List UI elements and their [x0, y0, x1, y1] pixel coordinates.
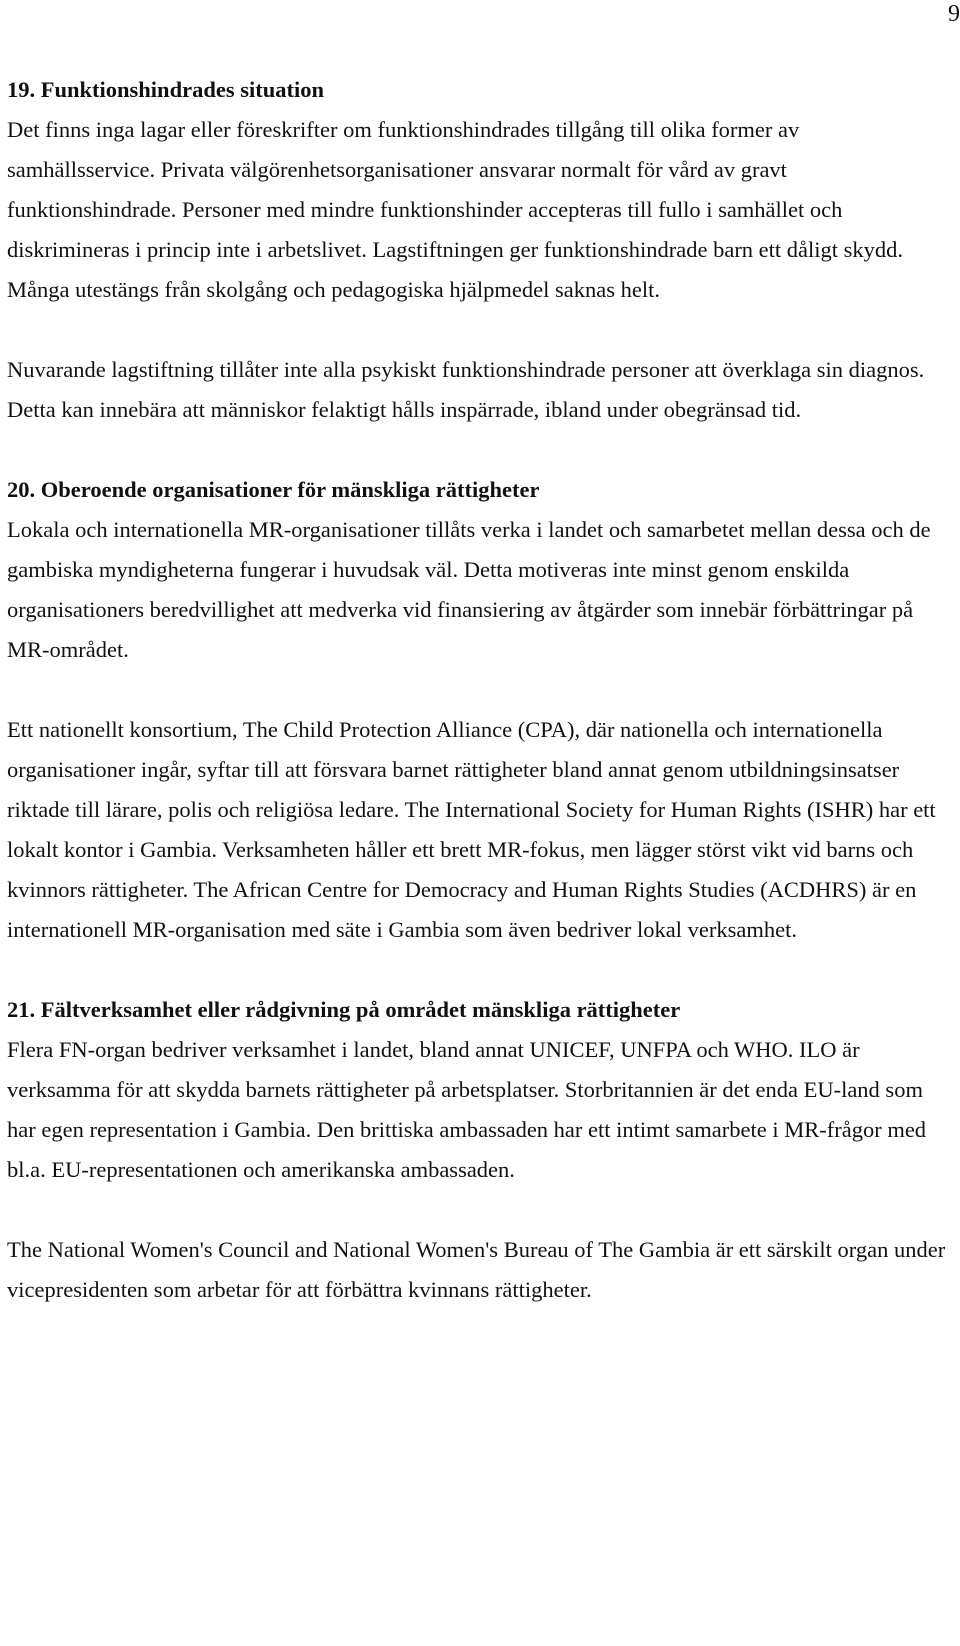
- paragraph: Ett nationellt konsortium, The Child Protection Alliance (CPA), där nationella och internationella organisationer ingår, syftar till att försvara barnet rättigheter bland annat genom utbildningsinsatser riktade till lärare, polis och religiösa ledare. The International Society for Human Rights (ISHR) har ett lokalt kontor i Gambia. Verksamheten håller ett brett MR-fokus, men lägger störst vikt vid barns och kvinnors rättigheter. The African Centre for Democracy and Human Rights Studies (ACDHRS) är en internationell MR-organisation med säte i Gambia som även bedriver lokal verksamhet.: [7, 717, 936, 942]
- document-body: [7, 70, 952, 1350]
- paragraph: Det finns inga lagar eller föreskrifter om funktionshindrades tillgång till olika former av samhällsservice. Privata välgörenhetsorganisationer ansvarar normalt för vård av gravt funktionshindrade. Personer med mindre funktionshinder accepteras till fullo i samhället och diskrimineras i princip inte i arbetslivet. Lagstiftningen ger funktionshindrade barn ett dåligt skydd. Många utestängs från skolgång och pedagogiska hjälpmedel saknas helt.: [7, 117, 904, 302]
- paragraph: The National Women's Council and National Women's Bureau of The Gambia är ett särskilt organ under vicepresidenten som arbetar för att förbättra kvinnans rättigheter.: [7, 1237, 946, 1302]
- paragraph: Lokala och internationella MR-organisationer tillåts verka i landet och samarbetet mellan dessa och de gambiska myndigheterna fungerar i huvudsak väl. Detta motiveras inte minst genom enskilda organisationers beredvillighet att medverka vid finansiering av åtgärder som innebär förbättringar på MR-området.: [7, 517, 931, 662]
- paragraph: Flera FN-organ bedriver verksamhet i landet, bland annat UNICEF, UNFPA och WHO. ILO är verksamma för att skydda barnets rättigheter på arbetsplatser. Storbritannien är det enda EU-land som har egen representation i Gambia. Den brittiska ambassaden har ett intimt samarbete i MR-frågor med bl.a. EU-representationen och amerikanska ambassaden.: [7, 1037, 927, 1182]
- section-heading: 19. Funktionshindrades situation: [7, 77, 324, 102]
- section-21: [7, 990, 952, 1310]
- page-number: 9: [948, 1, 960, 27]
- paragraph: Nuvarande lagstiftning tillåter inte alla psykiskt funktionshindrade personer att överklaga sin diagnos. Detta kan innebära att människor felaktigt hålls inspärrade, ibland under obegränsad tid.: [7, 357, 925, 422]
- section-heading: 20. Oberoende organisationer för mänskliga rättigheter: [7, 477, 540, 502]
- section-19: [7, 70, 952, 430]
- section-heading: 21. Fältverksamhet eller rådgivning på området mänskliga rättigheter: [7, 997, 681, 1022]
- section-20: [7, 470, 952, 950]
